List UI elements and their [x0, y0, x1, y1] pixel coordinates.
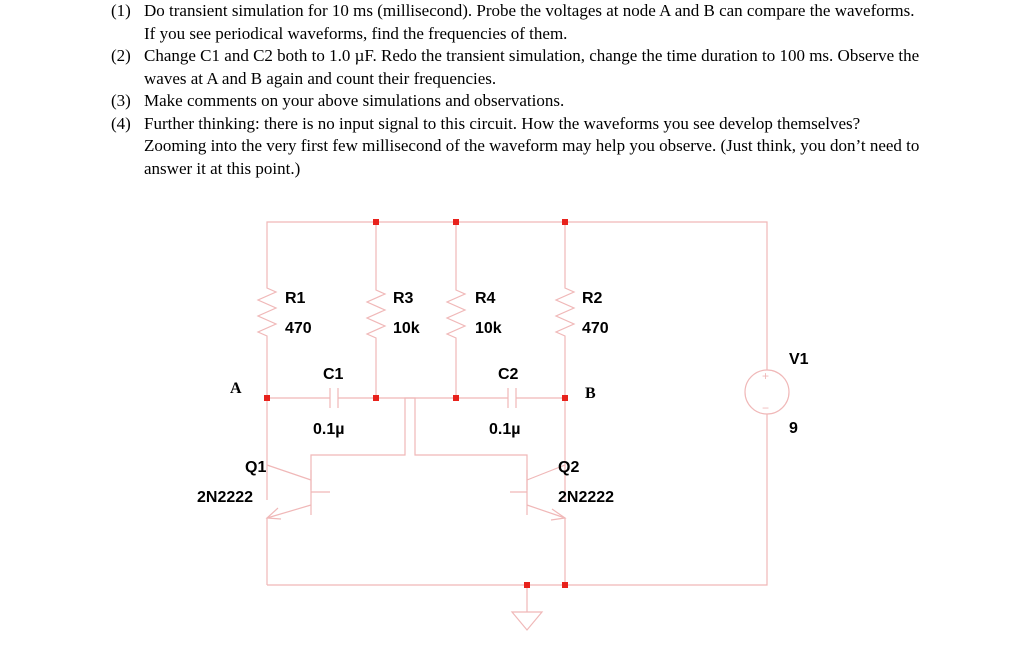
cross-wire-r3-to-q2-base — [376, 398, 527, 490]
v1-name-label: V1 — [789, 351, 809, 368]
node-dot — [524, 582, 530, 588]
c2-value-label: 0.1µ — [489, 421, 521, 438]
ground-rail-wire — [267, 414, 767, 585]
r3-value-label: 10k — [393, 320, 420, 337]
node-dot — [562, 582, 568, 588]
r3-name-label: R3 — [393, 290, 414, 307]
question-number: (4) — [111, 113, 131, 133]
q1-collector-lead — [267, 465, 311, 480]
r1-resistor — [258, 278, 276, 346]
q2-emitter-lead — [527, 505, 565, 518]
top-rail-wire — [267, 222, 767, 370]
node-dot — [562, 219, 568, 225]
q1-name-label: Q1 — [245, 459, 267, 476]
question-number: (2) — [111, 46, 131, 65]
ground-symbol — [512, 612, 542, 630]
q2-model-label: 2N2222 — [558, 489, 615, 506]
question-text: Make comments on your above simulations and observations. — [144, 91, 565, 110]
c2-name-label: C2 — [498, 366, 519, 383]
r2-value-label: 470 — [582, 320, 609, 337]
r1-name-label: R1 — [285, 290, 306, 307]
r2-name-label: R2 — [582, 290, 603, 307]
v1-value-label: 9 — [789, 420, 798, 437]
node-dot — [373, 219, 379, 225]
node-dot — [453, 395, 459, 401]
r4-value-label: 10k — [475, 320, 502, 337]
node-a-label: A — [230, 380, 242, 397]
node-dot — [453, 219, 459, 225]
r3-resistor — [367, 280, 385, 348]
v1-plus-sign: + — [762, 369, 770, 383]
node-b-label: B — [585, 385, 596, 402]
r4-name-label: R4 — [475, 290, 496, 307]
question-number: (1) — [111, 1, 131, 20]
question-text: Change C1 and C2 both to 1.0 µF. Redo the transient simulation, change the time duration to 100 ms. Observe the waves at A and B again and count their frequencies. — [144, 46, 920, 88]
r1-value-label: 470 — [285, 320, 312, 337]
node-b-dot — [562, 395, 568, 401]
v1-minus-sign: − — [762, 401, 770, 415]
cross-wire-r4-to-q1-base — [311, 398, 456, 490]
question-number: (3) — [111, 91, 131, 110]
question-text: Further thinking: there is no input signal to this circuit. How the waveforms you see develop themselves? Zooming into the very first few millisecond of the waveform may help you observe. (Just think, you don’t need to answer it at this point.) — [144, 113, 920, 178]
r2-resistor — [556, 278, 574, 346]
c1-value-label: 0.1µ — [313, 421, 345, 438]
node-a-dot — [264, 395, 270, 401]
q1-model-label: 2N2222 — [197, 489, 254, 506]
question-text: Do transient simulation for 10 ms (millisecond). Probe the voltages at node A and B can compare the waveforms. If you see periodical waveforms, find the frequencies of them. — [144, 1, 915, 43]
c1-name-label: C1 — [323, 366, 344, 383]
r4-resistor — [447, 280, 465, 348]
node-dot — [373, 395, 379, 401]
q2-name-label: Q2 — [558, 459, 580, 476]
